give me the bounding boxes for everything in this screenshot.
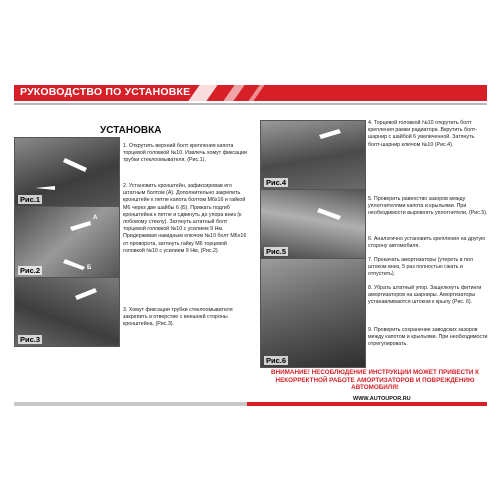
warning-text: ВНИМАНИЕ! НЕСОБЛЮДЕНИЕ ИНСТРУКЦИИ МОЖЕТ ПРИВЕСТИ К НЕКОРРЕКТНОЙ РАБОТЕ АМОРТИЗАТОРОВ И ПОВРЕЖДЕНИЮ АВТОМОБИЛЯ! xyxy=(271,369,479,391)
fig-label: Рис.4 xyxy=(266,178,287,187)
photo-fig4 xyxy=(260,120,366,190)
photo-fig2 xyxy=(14,206,120,278)
header-stripe xyxy=(188,85,217,101)
footer-accent xyxy=(247,402,487,406)
step-text: 7. Прокачать амортизаторы (утереть в пол штоком вниз, 5 раз полностью сжать и отпустить). xyxy=(368,257,473,278)
footer-bar xyxy=(14,402,487,406)
photo-fig3 xyxy=(14,277,120,347)
header-bar xyxy=(14,85,487,101)
step-text: 5. Проверить равенство зазоров между уплотнителями капота и крыльями. При необходимости выровнять уплотнители, (Рис.5). xyxy=(368,196,488,217)
page-title: РУКОВОДСТВО ПО УСТАНОВКЕ xyxy=(20,86,191,98)
mark-b: Б xyxy=(87,265,92,271)
header-stripe xyxy=(248,85,264,101)
photo-fig6 xyxy=(260,258,366,368)
fig-label: Рис.1 xyxy=(20,195,41,204)
fig-label: Рис.2 xyxy=(20,266,41,275)
photo-fig5 xyxy=(260,189,366,259)
header-divider xyxy=(14,103,487,105)
photo-fig1 xyxy=(14,137,120,207)
section-title: УСТАНОВКА xyxy=(100,125,162,136)
fig-label: Рис.6 xyxy=(266,356,287,365)
fig-label: Рис.3 xyxy=(20,335,41,344)
mark-a: А xyxy=(93,215,98,221)
step-text: 3. Хомут фиксации трубки стеклоомывателя закрепить в отверстие с внешней стороны кронштейна, (Рис.3). xyxy=(123,307,233,328)
fig-label: Рис.5 xyxy=(266,247,287,256)
step-text: 6. Аналогично установить крепления на другую сторону автомобиля. xyxy=(368,236,486,250)
footer-url-link[interactable]: WWW.AUTOUPOR.RU xyxy=(350,396,414,402)
header-stripe xyxy=(223,85,244,101)
step-text: 2. Установить кронштейн, зафиксировав его штатным болтом (А). Дополнительно закрепить кронштейн к петле капота болтом М6х16 и гайкой М6 через две шайбы 6 (Б). Прижать подгиб кронштейна к петле и сдвинуть до упора вниз (к лобовому стеклу). Затянуть штатный болт торцевой головкой №10 с усилием 9 Нм. Придерживая накидным ключом №10 болт М6х16 от проворота, затянуть гайку М6 торцевой головкой №10 с усилием 9 Нм, (Рис.2). xyxy=(123,183,247,254)
step-text: 9. Проверить сохранение заводских зазоров между капотом и крыльями. При необходимости отрегулировать. xyxy=(368,327,488,348)
step-text: 8. Убрать штатный упор. Защелкнуть фитинги амортизаторов на шарниры. Амортизаторы устанавливаются штоком к крылу (Рис. 6). xyxy=(368,285,482,306)
step-text: 1. Открутить верхний болт крепления капота торцевой головкой №10. Извлечь хомут фиксации трубки стеклоомывателя, (Рис.1). xyxy=(123,143,247,164)
step-text: 4. Торцевой головкой №10 открутить болт крепления рамки радиатора. Вкрутить болт-шарнир с шайбой 6 увеличенной. Затянуть болт-шарнир ключом №10 (Рис.4). xyxy=(368,120,478,148)
